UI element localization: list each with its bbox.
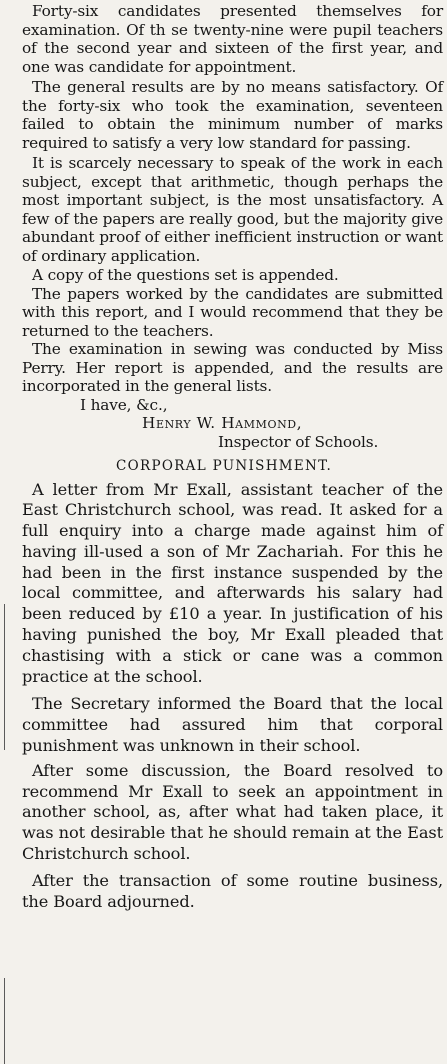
column-rule-upper <box>4 604 5 750</box>
paragraph-secretary: The Secretary informed the Board that the local committee had assured him that corporal punishment was unknown in their school. <box>22 694 443 756</box>
paragraph-exall-letter: A letter from Mr Exall, assistant teacher of the East Christchurch school, was read. It asked for a full enquiry into a charge made against him of having ill-used a son of Mr Zachariah. For this he had been in the first instance suspended by the local committee, and afterwards his salary had been reduced by £10 a year. In justification of his having punished the boy, Mr Exall pleaded that chastising with a stick or cane was a common practice at the school. <box>22 479 443 686</box>
paragraph-questions-appended: A copy of the questions set is appended. <box>32 266 339 284</box>
section-heading: CORPORAL PUNISHMENT. <box>116 458 333 474</box>
paragraph-adjourned: After the transaction of some routine business, the Board adjourned. <box>22 870 443 911</box>
paragraph-board-resolution: After some discussion, the Board resolved to recommend Mr Exall to seek an appointment in another school, as, after what had taken place, it was not desirable that he should remain at the East Christchurch school. <box>22 760 443 864</box>
paragraph-papers-submitted: The papers worked by the candidates are submitted with this report, and I would recommend that they be returned to the teachers. <box>22 284 443 340</box>
paragraph-candidates: Forty-six candidates presented themselves for examination. Of th se twenty-nine were pupil teachers of the second year and sixteen of the first year, and one was candidate for appointment. <box>22 2 443 76</box>
paragraph-general-results: The general results are by no means satisfactory. Of the forty-six who took the examination, seventeen failed to obtain the minimum number of marks required to satisfy a very low standard for passing. <box>22 78 443 152</box>
paragraph-sewing: The examination in sewing was conducted by Miss Perry. Her report is appended, and the results are incorporated in the general lists. <box>22 340 443 395</box>
signature-block <box>22 414 443 433</box>
column-rule-lower <box>4 978 5 1064</box>
paragraph-subjects: It is scarcely necessary to speak of the work in each subject, except that arithmetic, though perhaps the most important subject, is the most unsatisfactory. A few of the papers are really good, but the majority give abundant proof of either inefficient instruction or want of ordinary application. <box>22 154 443 265</box>
signature-title: Inspector of Schools. <box>218 432 379 451</box>
signature-name: Henry W. Hammond, <box>142 414 303 432</box>
letter-closing: I have, &c., <box>80 395 168 414</box>
